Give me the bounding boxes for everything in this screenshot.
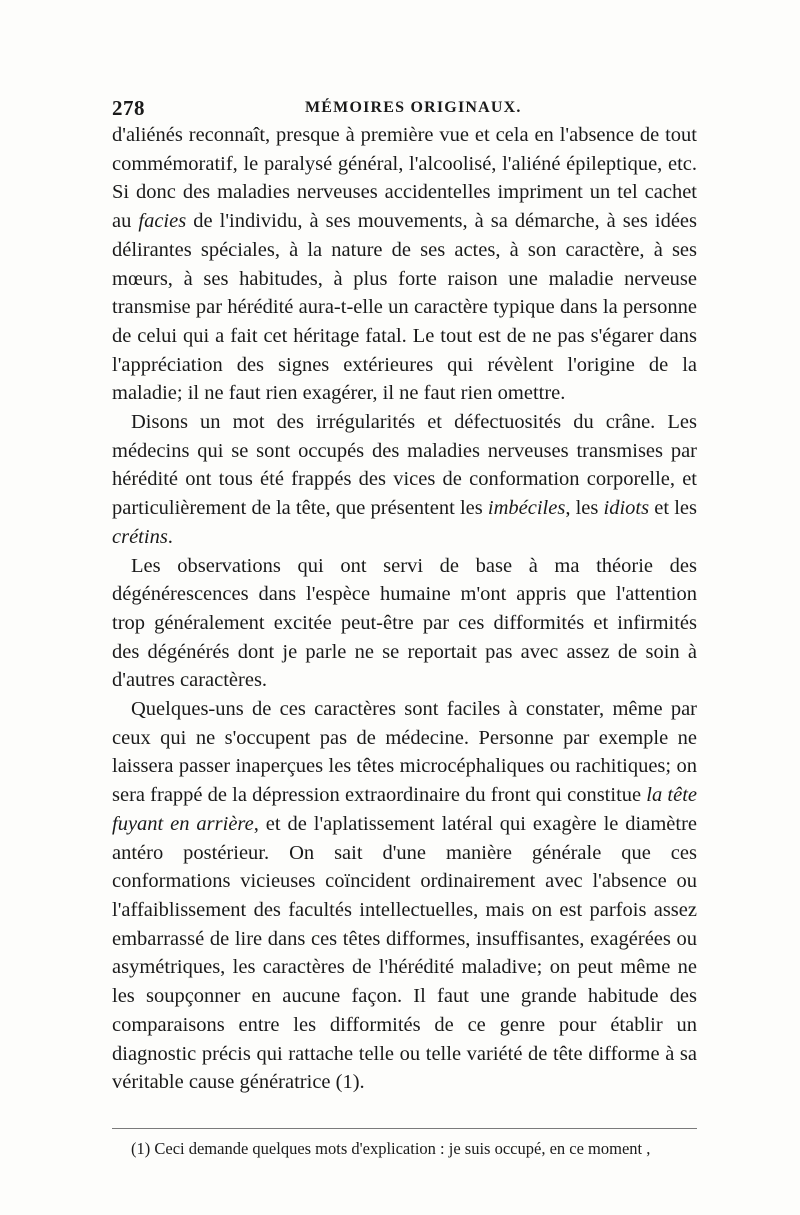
page-number: 278 [112, 96, 145, 120]
paragraph-2: Disons un mot des irrégularités et défectuosités du crâne. Les médecins qui se sont occupés des maladies nerveuses transmises par hérédité ont tous été frappés des vices de conformation corporelle, et particulièrement de la tête, que présentent les imbéciles, les idiots et les crétins. [112, 411, 697, 548]
footnote-divider [112, 1128, 697, 1129]
running-title: MÉMOIRES ORIGINAUX. [305, 99, 522, 116]
footnote: (1) Ceci demande quelques mots d'explication : je suis occupé, en ce moment , [131, 1139, 651, 1158]
paragraph-4: Quelques-uns de ces caractères sont faciles à constater, même par ceux qui ne s'occupent pas de médecine. Personne par exemple ne laissera passer inaperçues les têtes microcéphaliques ou rachitiques; on sera frappé de la dépression extraordinaire du front qui constitue la tête fuyant en arrière, et de l'aplatissement latéral qui exagère le diamètre antéro postérieur. On sait d'une manière générale que ces conformations vicieuses coïncident ordinairement avec l'absence ou l'affaiblissement des facultés intellectuelles, mais on est parfois assez embarrassé de lire dans ces têtes difformes, insuffisantes, exagérées ou asymétriques, les caractères de l'hérédité maladive; on peut même ne les soupçonner en aucune façon. Il faut une grande habitude des comparaisons entre les difformités de ce genre pour établir un diagnostic précis qui rattache telle ou telle variété de tête difforme à sa véritable cause génératrice (1). [112, 698, 697, 1094]
paragraph-1: d'aliénés reconnaît, presque à première vue et cela en l'absence de tout commémoratif, le paralysé général, l'alcoolisé, l'aliéné épileptique, etc. Si donc des maladies nerveuses accidentelles impriment un tel cachet au facies de l'individu, à ses mouvements, à sa démarche, à ses idées délirantes spéciales, à la nature de ses actes, à son caractère, à ses mœurs, à ses habitudes, à plus forte raison une maladie nerveuse transmise par hérédité aura-t-elle un caractère typique dans la personne de celui qui a fait cet héritage fatal. Le tout est de ne pas s'égarer dans l'appréciation des signes extérieures qui révèlent l'origine de la maladie; il ne faut rien exagérer, il ne faut rien omettre. [112, 124, 698, 405]
italic-term-tete-fuyant: la tête fuyant en arrière [112, 784, 697, 835]
italic-term-idiots: idiots [603, 497, 650, 520]
paragraph-3: Les observations qui ont servi de base à ma théorie des dégénérescences dans l'espèce humaine m'ont appris que l'attention trop généralement excitée peut-être par ces difformités et infirmités des dégénérés dont je parle ne se reportait pas avec assez de soin à d'autres caractères. [112, 554, 697, 692]
italic-term-imbeciles: imbéciles [487, 497, 566, 520]
body-text [112, 121, 697, 1097]
italic-term-cretins: crétins [112, 525, 168, 548]
italic-term-facies: facies [138, 210, 187, 233]
